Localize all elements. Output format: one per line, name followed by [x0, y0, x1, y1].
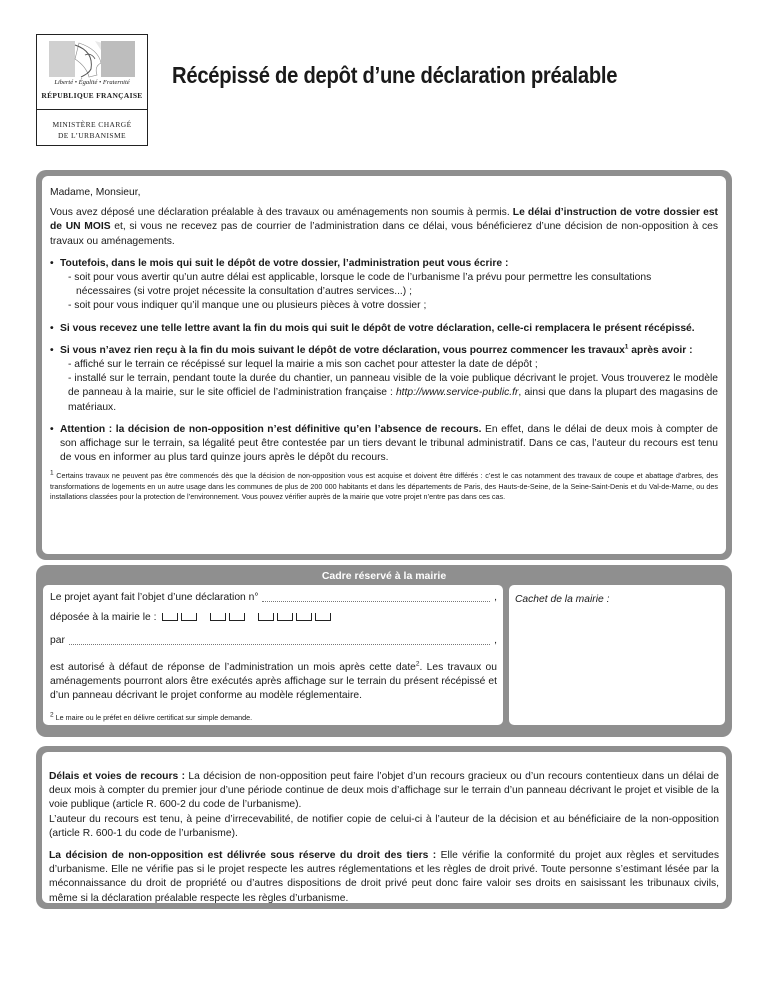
bullet-attention-body	[60, 423, 718, 466]
declaration-number-field[interactable]	[262, 601, 490, 602]
bullet-lettre	[50, 322, 718, 336]
date-digit-box[interactable]	[162, 613, 178, 621]
comma: ,	[494, 592, 497, 603]
bullet-attention	[50, 423, 718, 466]
republic-name: RÉPUBLIQUE FRANÇAISE	[41, 91, 143, 100]
bullet-travaux	[50, 344, 718, 415]
page-title: Récépissé de depôt d’une déclaration préalable	[172, 62, 618, 88]
bullet-symbol: •	[50, 322, 54, 334]
mairie-form	[43, 585, 503, 725]
recours-content	[42, 752, 726, 903]
intro-text: Vous avez déposé une déclaration préalable à des travaux ou aménagements non soumis à permis.	[50, 207, 513, 219]
bullet-travaux-body	[60, 344, 718, 415]
date-digit-box[interactable]	[296, 613, 312, 621]
bullet-travaux-item-2-end: , ainsi que dans la plupart des magasins de matériaux.	[68, 387, 718, 413]
intro-delay: Le délai d’instruction de votre dossier est de UN MOIS	[50, 207, 718, 233]
stamp-area[interactable]	[509, 585, 725, 725]
bullet-attention-heading: Attention : la décision de non-opposition n’est définitive qu’en l’absence de recours.	[60, 423, 482, 435]
authorization-text	[50, 661, 497, 703]
republic-logo	[36, 34, 148, 146]
information-panel	[36, 170, 732, 560]
authorization-text-start: est autorisé à défaut de réponse de l’administration un mois après cette date	[50, 662, 416, 673]
bullet-attention-text: En effet, dans le délai de deux mois à compter de son affichage sur le terrain, sa légalité peut être contestée par un tiers devant le tribunal administratif. Dans ce cas, l’auteur du recours est tenu de vous en informer au plus tard quinze jours après le dépôt du recours.	[60, 423, 718, 464]
declaration-number-row	[50, 591, 497, 605]
bullet-toutefois-item-1: - soit pour vous avertir qu’un autre délai est applicable, lorsque le code de l’urbanisme l’a prévu pour permettre les consultations	[68, 272, 652, 284]
recours-heading: Délais et voies de recours :	[49, 771, 186, 782]
bullet-lettre-text: Si vous recevez une telle lettre avant la fin du mois qui suit le dépôt de votre déclaration, celle-ci remplacera le présent récépissé.	[60, 322, 695, 334]
ministry-line-1: MINISTÈRE CHARGÉ	[52, 120, 132, 129]
bullet-travaux-item-1: - affiché sur le terrain ce récépissé sur lequel la mairie a mis son cachet pour attester la date de dépôt ;	[68, 359, 538, 371]
applicant-label: par	[50, 635, 65, 646]
republic-motto: Liberté • Égalité • Fraternité	[54, 79, 130, 86]
footnote-1-number: 1	[50, 470, 54, 478]
footnote-2	[50, 713, 497, 724]
marianne-logo-area	[37, 35, 147, 110]
droit-tiers-heading: La décision de non-opposition est délivrée sous réserve du droit des tiers :	[49, 850, 437, 862]
footnote-1-text: Certains travaux ne peuvent pas être commencés dès que la décision de non-opposition vous est acquise et doivent être différés : c’est le cas notamment des travaux de coupe et abattage d’arbres, des transformations de logements en un autre usage dans les communes de plus de 200 000 habitants et dans les départements de Paris, des Hauts-de-Seine, de la Seine-Saint-Denis et du Val-de-Marne, ou des installations classées pour la protection de l’environnement. Vous pouvez vérifier auprès de la mairie que votre projet n’entre pas dans ces cas.	[50, 471, 718, 502]
applicant-field[interactable]	[69, 644, 490, 645]
footnote-ref-2: 2	[415, 660, 420, 668]
footnote-2-number: 2	[50, 711, 54, 719]
bullet-toutefois-item-2: - soit pour vous indiquer qu’il manque une ou plusieurs pièces à votre dossier ;	[68, 300, 427, 312]
date-digit-box[interactable]	[277, 613, 293, 621]
bullet-symbol: •	[50, 344, 54, 356]
date-digit-box[interactable]	[258, 613, 274, 621]
ministry-line-2: DE L’URBANISME	[57, 131, 127, 140]
bullet-toutefois-item-1-cont: nécessaires (si votre projet nécessite la consultation d’autres services...) ;	[76, 286, 412, 298]
mairie-panel	[36, 565, 732, 737]
deposit-date-row	[50, 611, 497, 625]
droit-tiers-text: Elle vérifie la conformité du projet aux règles et servitudes d’urbanisme. Elle ne vérifie pas si le projet respecte les autres réglementations et les règles de droit privé. Toute personne s’estimant lésée par la méconnaissance du droit de propriété ou d’autres dispositions de droit privé peut donc faire valoir ses droits en saisissant les tribunaux civils, même si la déclaration préalable respecte les règles d’urbanisme.	[49, 850, 719, 904]
intro-paragraph	[50, 206, 718, 249]
bullet-travaux-item-2	[60, 372, 718, 415]
deposit-date-field[interactable]	[162, 611, 334, 625]
authorization-text-end: . Les travaux ou aménagements pourront alors être exécutés après affichage sur le terrain du présent récépissé et d’un panneau décrivant le projet conforme au modèle réglementaire.	[50, 662, 497, 701]
bullet-toutefois-heading: Toutefois, dans le mois qui suit le dépôt de votre dossier, l’administration peut vous écrire :	[60, 257, 509, 269]
bullet-toutefois-body	[60, 257, 718, 314]
recours-text: La décision de non-opposition peut faire l’objet d’un recours gracieux ou d’un recours contentieux dans un délai de deux mois à compter du premier jour d’une période continue de deux mois d’affichage sur le terrain d’un panneau décrivant le projet et visible de la voie publique (article R. 600-2 du code de l’urbanisme).	[49, 771, 719, 811]
intro-text-end: et, si vous ne recevez pas de courrier de l’administration dans ce délai, vous bénéficierez d’une décision de non-opposition à ces travaux ou aménagements.	[50, 221, 718, 247]
footnote-1	[50, 471, 718, 503]
date-digit-box[interactable]	[210, 613, 226, 621]
bullet-travaux-heading-end: après avoir :	[628, 344, 693, 356]
bullet-travaux-heading-text: Si vous n’avez rien reçu à la fin du mois suivant le dépôt de votre déclaration, vous pourrez commencer les travaux	[60, 344, 625, 356]
droit-tiers-paragraph	[49, 849, 719, 906]
deposit-date-label: déposée à la mairie le :	[50, 612, 157, 623]
bullet-symbol: •	[50, 257, 54, 269]
ministry-name	[37, 119, 147, 141]
comma: ,	[494, 635, 497, 646]
recours-paragraph-1	[49, 770, 719, 813]
bullet-toutefois	[50, 257, 718, 314]
bullet-travaux-item-2-text: - installé sur le terrain, pendant toute la durée du chantier, un panneau visible de la voie publique décrivant le projet. Vous trouverez le modèle de panneau à la mairie, sur le site officiel de l’administration française :	[68, 373, 718, 399]
footnote-ref-1: 1	[624, 343, 629, 351]
date-digit-box[interactable]	[229, 613, 245, 621]
information-content	[42, 176, 726, 554]
mairie-panel-title: Cadre réservé à la mairie	[321, 570, 447, 582]
bullet-travaux-heading	[60, 344, 718, 358]
applicant-row	[50, 634, 497, 648]
marianne-icon	[45, 39, 139, 79]
bullet-symbol: •	[50, 423, 54, 435]
footnote-2-text: Le maire ou le préfet en délivre certificat sur simple demande.	[53, 713, 253, 722]
date-digit-box[interactable]	[315, 613, 331, 621]
date-digit-box[interactable]	[181, 613, 197, 621]
recours-paragraph-2: L’auteur du recours est tenu, à peine d’irrecevabilité, de notifier copie de celui-ci à l’auteur de la décision et au bénéficiaire de la non-opposition (article R. 600-1 du code de l’urbanisme).	[49, 813, 719, 839]
recours-panel	[36, 746, 732, 909]
greeting: Madame, Monsieur,	[50, 187, 141, 198]
declaration-number-label: Le projet ayant fait l’objet d’une déclaration n°	[50, 592, 259, 603]
stamp-label: Cachet de la mairie :	[515, 594, 610, 605]
service-public-link[interactable]: http://www.service-public.fr	[395, 387, 519, 399]
